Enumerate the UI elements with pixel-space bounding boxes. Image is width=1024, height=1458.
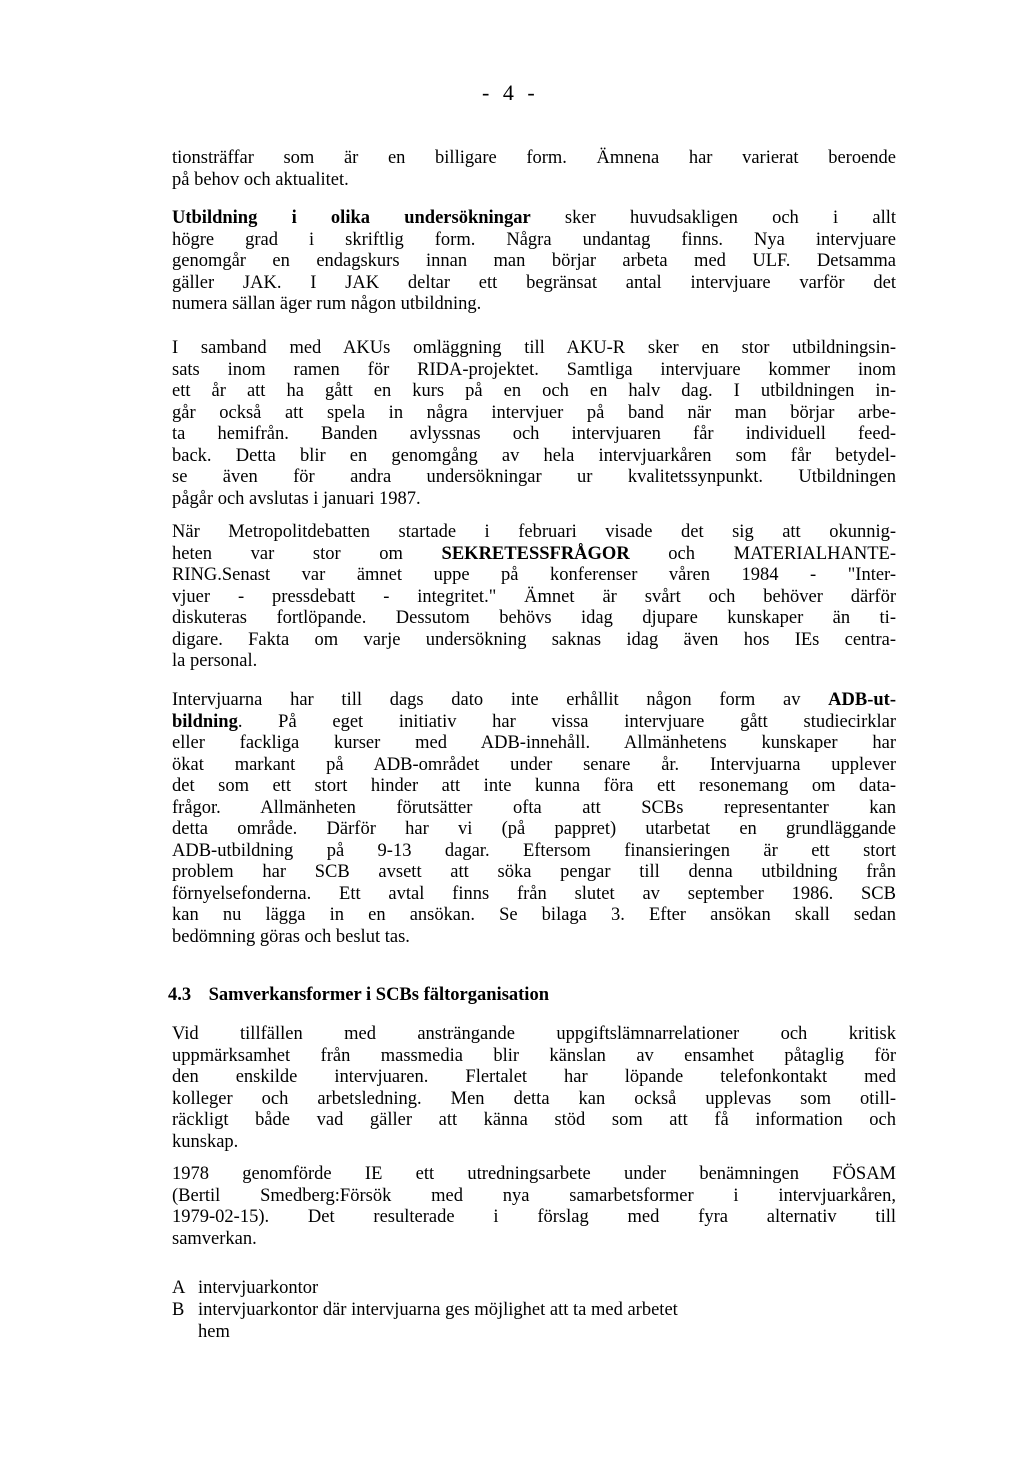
text-line: Utbildning i olika undersökningar sker huvudsakligen och i allt: [172, 208, 896, 228]
text-line: på behov och aktualitet.: [172, 169, 349, 190]
text-line: samverkan.: [172, 1228, 257, 1249]
text-line: sats inom ramen för RIDA-projektet. Samtliga intervjuare kommer inom: [172, 359, 896, 380]
text-line: detta område. Därför har vi (på pappret) utarbetat en grundläggande: [172, 819, 896, 839]
paragraph-5: [172, 690, 896, 948]
text-line: Vid tillfällen med ansträngande uppgiftslämnarrelationer och kritisk: [172, 1024, 896, 1044]
section-heading: [168, 985, 549, 1006]
section-title: Samverkansformer i SCBs fältorganisation: [208, 985, 549, 1005]
text-line: numera sällan äger rum någon utbildning.: [172, 294, 482, 314]
list-text: intervjuarkontor: [198, 1278, 319, 1298]
text-line: gäller JAK. I JAK deltar ett begränsat antal intervjuare varför det: [172, 272, 896, 293]
text-line: ett år att ha gått en kurs på en och en halv dag. I utbildningen in-: [172, 381, 896, 401]
list-item: [172, 1300, 896, 1343]
list-item: [172, 1278, 896, 1300]
paragraph-7: [172, 1164, 896, 1250]
text-line: räckligt både vad gäller att känna stöd som att få information och: [172, 1110, 896, 1130]
list-text: intervjuarkontor där intervjuarna ges möjlighet att ta med arbetet: [198, 1300, 678, 1320]
text-line: bildning. På eget initiativ har vissa intervjuare gått studiecirklar: [172, 711, 896, 732]
text-line: ökat markant på ADB-området under senare år. Intervjuarna upplever: [172, 754, 896, 775]
text-line: 1979-02-15). Det resulterade i förslag med fyra alternativ till: [172, 1207, 896, 1227]
text-line: pågår och avslutas i januari 1987.: [172, 488, 421, 509]
text-line: diskuteras fortlöpande. Dessutom behövs idag djupare kunskaper än ti-: [172, 608, 896, 628]
section-number: 4.3: [168, 985, 192, 1005]
paragraph-4: [172, 522, 896, 673]
text-line: högre grad i skriftlig form. Några undantag finns. Nya intervjuare: [172, 229, 896, 250]
text-line: 1978 genomförde IE ett utredningsarbete under benämningen FÖSAM: [172, 1164, 896, 1184]
text-line: eller fackliga kurser med ADB-innehåll. Allmänhetens kunskaper har: [172, 733, 896, 753]
text-line: heten var stor om SEKRETESSFRÅGOR och MATERIALHANTE-: [172, 543, 896, 564]
text-line: back. Detta blir en genomgång av hela intervjuarkåren som får betydel-: [172, 445, 896, 466]
list-letter: A: [172, 1278, 186, 1298]
text-line: (Bertil Smedberg:Försök med nya samarbetsformer i intervjuarkåren,: [172, 1185, 896, 1206]
text-line: ta hemifrån. Banden avlyssnas och intervjuaren får individuell feed-: [172, 424, 896, 444]
paragraph-6: [172, 1024, 896, 1153]
text-line: Intervjuarna har till dags dato inte erhållit någon form av ADB-ut-: [172, 690, 896, 710]
text-line: kunskap.: [172, 1131, 239, 1152]
text-line: ADB-utbildning på 9-13 dagar. Eftersom finansieringen är ett stort: [172, 840, 896, 861]
bold-lead: Utbildning i olika undersökningar: [172, 208, 531, 228]
text-line: RING.Senast var ämnet uppe på konferenser våren 1984 - "Inter-: [172, 565, 896, 585]
bold-term: bildning: [172, 711, 238, 732]
paragraph-1: [172, 148, 896, 191]
text-line: I samband med AKUs omläggning till AKU-R sker en stor utbildningsin-: [172, 338, 896, 358]
text-line: genomgår en endagskurs innan man börjar arbeta med ULF. Detsamma: [172, 251, 896, 271]
text-line: uppmärksamhet från massmedia blir känslan av ensamhet påtaglig för: [172, 1045, 896, 1066]
text-line: bedömning göras och beslut tas.: [172, 926, 410, 947]
list-text-continuation: hem: [198, 1321, 230, 1342]
bold-term: ADB-ut-: [828, 690, 896, 710]
text-line: förnyelsefonderna. Ett avtal finns från slutet av september 1986. SCB: [172, 883, 896, 904]
paragraph-2: [172, 208, 896, 316]
text-line: la personal.: [172, 651, 258, 671]
text-line: tionsträffar som är en billigare form. Ämnena har varierat beroende: [172, 148, 896, 168]
text-line: kan nu lägga in en ansökan. Se bilaga 3. Efter ansökan skall sedan: [172, 905, 896, 925]
text-line: går också att spela in några intervjuer på band när man börjar arbe-: [172, 402, 896, 423]
bold-term: SEKRETESSFRÅGOR: [441, 543, 630, 564]
page-number: - 4 -: [482, 80, 539, 105]
text-line: digare. Fakta om varje undersökning saknas idag även hos IEs centra-: [172, 629, 896, 650]
list-letter: B: [172, 1300, 185, 1320]
text-line: se även för andra undersökningar ur kvalitetssynpunkt. Utbildningen: [172, 467, 896, 487]
text-line: den enskilde intervjuaren. Flertalet har löpande telefonkontakt med: [172, 1067, 896, 1087]
text-line: frågor. Allmänheten förutsätter ofta att SCBs representanter kan: [172, 797, 896, 818]
text-line: kolleger och arbetsledning. Men detta kan också upplevas som otill-: [172, 1088, 896, 1109]
paragraph-3: [172, 338, 896, 510]
text-line: När Metropolitdebatten startade i februari visade det sig att okunnig-: [172, 522, 896, 542]
text-line: vjuer - pressdebatt - integritet." Ämnet är svårt och behöver därför: [172, 586, 896, 607]
text-line: det som ett stort hinder att inte kunna föra ett resonemang om data-: [172, 776, 896, 796]
text-line: problem har SCB avsett att söka pengar till denna utbildning från: [172, 862, 896, 882]
